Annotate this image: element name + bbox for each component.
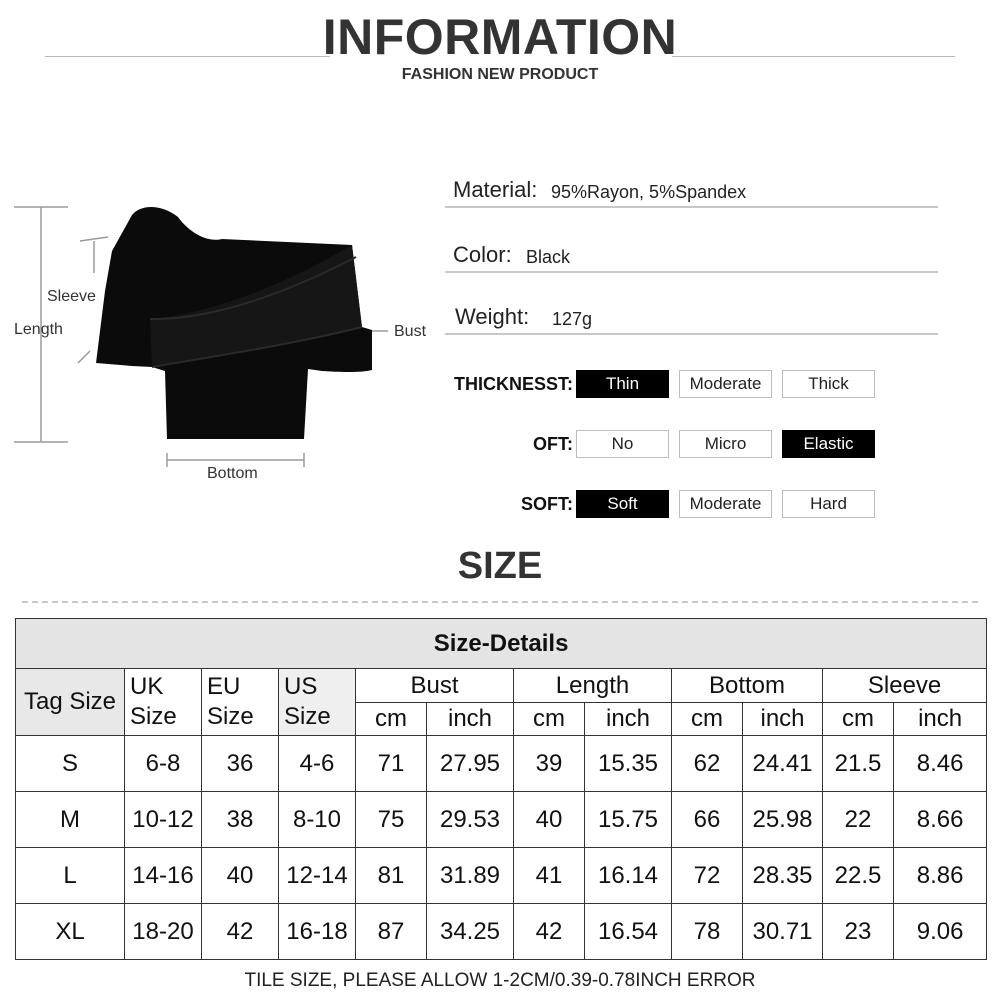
bottom-header: Bottom xyxy=(672,669,823,703)
table-cell: 8.46 xyxy=(894,736,987,792)
tag-size-header: Tag Size xyxy=(16,669,125,736)
size-table xyxy=(15,618,987,960)
oft-option-micro: Micro xyxy=(679,430,772,458)
oft-label: OFT: xyxy=(533,434,573,454)
table-cell: 22 xyxy=(823,792,894,848)
color-key: Color: xyxy=(453,242,512,267)
table-cell: 14-16 xyxy=(125,848,202,904)
table-cell: 15.75 xyxy=(585,792,672,848)
table-cell: 78 xyxy=(672,904,743,960)
material-key: Material: xyxy=(453,177,538,202)
table-cell: 22.5 xyxy=(823,848,894,904)
table-cell: 23 xyxy=(823,904,894,960)
table-cell: 42 xyxy=(514,904,585,960)
unit-inch-header: inch xyxy=(427,703,514,736)
color-value: Black xyxy=(526,247,571,267)
thickness-label: THICKNESST: xyxy=(453,374,573,394)
thickness-option-thick: Thick xyxy=(782,370,875,398)
table-cell: XL xyxy=(16,904,125,960)
material-row xyxy=(445,177,938,208)
oft-option-no: No xyxy=(576,430,669,458)
table-row xyxy=(16,736,987,792)
crop-top-illustration xyxy=(0,195,440,485)
weight-row xyxy=(445,304,938,335)
table-cell: 28.35 xyxy=(743,848,823,904)
table-cell: 8.86 xyxy=(894,848,987,904)
bust-header: Bust xyxy=(356,669,514,703)
table-cell: 15.35 xyxy=(585,736,672,792)
table-cell: 40 xyxy=(514,792,585,848)
table-cell: 30.71 xyxy=(743,904,823,960)
table-row xyxy=(16,848,987,904)
table-cell: 4-6 xyxy=(279,736,356,792)
oft-option-elastic: Elastic xyxy=(782,430,875,458)
soft-option-soft: Soft xyxy=(576,490,669,518)
page-title: INFORMATION xyxy=(322,9,678,65)
unit-inch-header: inch xyxy=(743,703,823,736)
table-cell: 8-10 xyxy=(279,792,356,848)
us-size-header: US Size xyxy=(279,669,356,736)
weight-key: Weight: xyxy=(455,304,530,329)
length-header: Length xyxy=(514,669,672,703)
table-cell: 16.14 xyxy=(585,848,672,904)
table-cell: 6-8 xyxy=(125,736,202,792)
soft-label: SOFT: xyxy=(521,494,573,514)
table-cell: L xyxy=(16,848,125,904)
table-row xyxy=(16,792,987,848)
soft-option-hard: Hard xyxy=(782,490,875,518)
table-cell: 12-14 xyxy=(279,848,356,904)
table-cell: 87 xyxy=(356,904,427,960)
unit-cm-header: cm xyxy=(514,703,585,736)
table-cell: 8.66 xyxy=(894,792,987,848)
table-cell: 21.5 xyxy=(823,736,894,792)
table-cell: 75 xyxy=(356,792,427,848)
table-cell: 39 xyxy=(514,736,585,792)
unit-cm-header: cm xyxy=(356,703,427,736)
table-cell: 10-12 xyxy=(125,792,202,848)
thickness-option-thin: Thin xyxy=(576,370,669,398)
sleeve-header: Sleeve xyxy=(823,669,987,703)
table-cell: 16.54 xyxy=(585,904,672,960)
length-label: Length xyxy=(14,321,63,338)
table-cell: 36 xyxy=(202,736,279,792)
table-cell: 81 xyxy=(356,848,427,904)
table-cell: 41 xyxy=(514,848,585,904)
size-divider xyxy=(22,601,978,603)
table-cell: 27.95 xyxy=(427,736,514,792)
table-cell: 62 xyxy=(672,736,743,792)
unit-cm-header: cm xyxy=(823,703,894,736)
color-row xyxy=(445,242,938,273)
unit-inch-header: inch xyxy=(585,703,672,736)
table-cell: 16-18 xyxy=(279,904,356,960)
uk-size-header: UK Size xyxy=(125,669,202,736)
table-cell: 9.06 xyxy=(894,904,987,960)
thickness-option-moderate: Moderate xyxy=(679,370,772,398)
table-cell: 29.53 xyxy=(427,792,514,848)
size-table-caption: Size-Details xyxy=(16,619,987,669)
weight-value: 127g xyxy=(552,309,593,329)
size-footnote: TILE SIZE, PLEASE ALLOW 1-2CM/0.39-0.78INCH ERROR xyxy=(244,970,756,991)
table-cell: 24.41 xyxy=(743,736,823,792)
table-cell: 40 xyxy=(202,848,279,904)
table-cell: 31.89 xyxy=(427,848,514,904)
page-subtitle: FASHION NEW PRODUCT xyxy=(401,66,599,83)
table-cell: 72 xyxy=(672,848,743,904)
table-cell: 66 xyxy=(672,792,743,848)
table-cell: M xyxy=(16,792,125,848)
table-cell: 25.98 xyxy=(743,792,823,848)
eu-size-header: EU Size xyxy=(202,669,279,736)
table-row xyxy=(16,904,987,960)
garment-diagram xyxy=(0,195,440,485)
bust-label: Bust xyxy=(394,323,427,340)
soft-option-moderate: Moderate xyxy=(679,490,772,518)
sleeve-label: Sleeve xyxy=(47,288,96,305)
table-cell: 34.25 xyxy=(427,904,514,960)
table-cell: S xyxy=(16,736,125,792)
bottom-label: Bottom xyxy=(207,465,258,482)
table-cell: 18-20 xyxy=(125,904,202,960)
material-value: 95%Rayon, 5%Spandex xyxy=(551,182,747,202)
table-cell: 38 xyxy=(202,792,279,848)
unit-inch-header: inch xyxy=(894,703,987,736)
size-title: SIZE xyxy=(457,545,543,587)
table-cell: 42 xyxy=(202,904,279,960)
table-cell: 71 xyxy=(356,736,427,792)
unit-cm-header: cm xyxy=(672,703,743,736)
